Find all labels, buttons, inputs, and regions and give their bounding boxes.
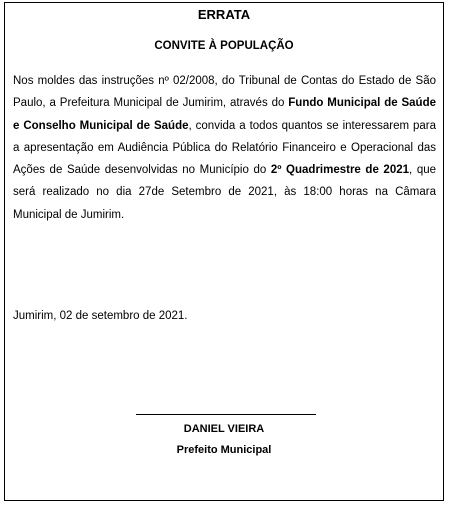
document-subtitle: CONVITE À POPULAÇÃO bbox=[154, 40, 294, 52]
signatory-name: DANIEL VIEIRA bbox=[183, 423, 265, 435]
document-title: ERRATA bbox=[197, 7, 251, 22]
body-paragraph bbox=[13, 70, 436, 226]
body-text-3: , que será realizado no dia 27de Setembro de 2021, às 18:00 horas na Câmara Municipal de Jumirim. bbox=[13, 164, 437, 221]
date-line: Jumirim, 02 de setembro de 2021. bbox=[13, 310, 188, 322]
document-frame bbox=[4, 2, 444, 501]
body-bold-2: 2º Quadrimestre de 2021 bbox=[270, 164, 410, 177]
body-text-2: , convida a todos quantos se interessarem para a apresentação em Audiência Pública do Relatório Financeiro e Operacional das Ações de Saúde desenvolvidas no Município do bbox=[13, 119, 437, 177]
signature-line bbox=[136, 414, 316, 415]
body-bold-1: Fundo Municipal de Saúde e Conselho Municipal de Saúde bbox=[13, 97, 437, 132]
body-text-1: Nos moldes das instruções nº 02/2008, do Tribunal de Contas do Estado de São Paulo, a Prefeitura Municipal de Jumirim, através do bbox=[13, 75, 436, 110]
signatory-role: Prefeito Municipal bbox=[176, 444, 272, 456]
